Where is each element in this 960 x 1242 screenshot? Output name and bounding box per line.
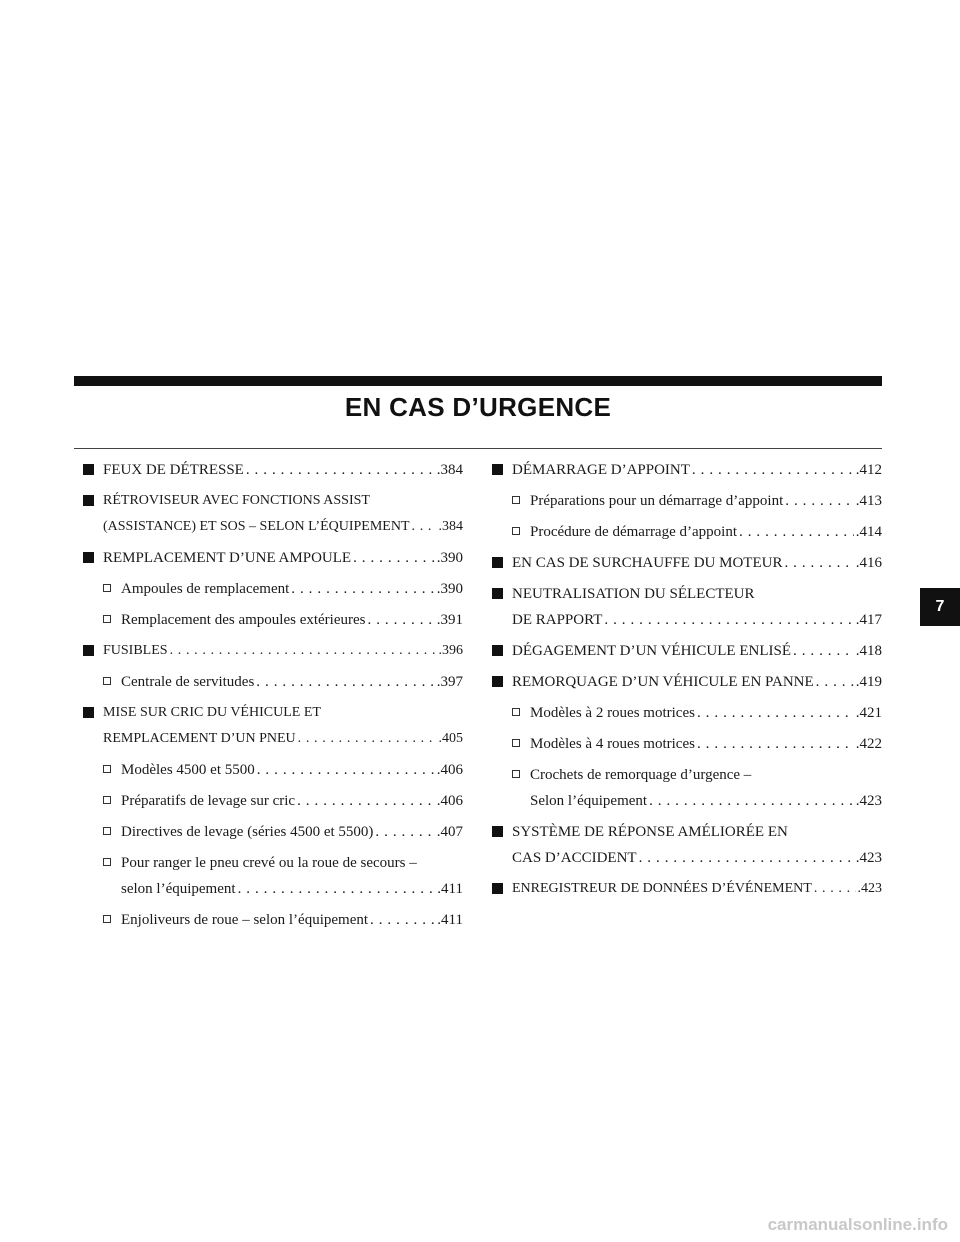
toc-section-entry[interactable] [492,638,882,664]
toc-entry-text: DE RAPPORT [512,612,603,628]
hollow-square-bullet-icon [512,739,520,747]
toc-entry-text: Remplacement des ampoules extérieures [121,612,366,628]
square-bullet-icon [83,552,94,563]
toc-entry-text: RÉTROVISEUR AVEC FONCTIONS ASSIST [103,493,370,508]
hollow-square-bullet-icon [103,584,111,592]
toc-page-number: .396 [438,643,463,658]
toc-section-entry[interactable] [492,819,882,871]
toc-entry-text: DÉMARRAGE D’APPOINT [512,462,690,478]
toc-section-entry[interactable] [83,545,463,571]
toc-entry-text: Modèles à 4 roues motrices [530,736,695,752]
dot-leader [739,519,854,545]
hollow-square-bullet-icon [103,827,111,835]
toc-page-number: .412 [855,462,882,478]
toc-section-entry[interactable] [492,550,882,576]
dot-leader [291,576,434,602]
toc-right-column [492,457,882,907]
hollow-square-bullet-icon [512,770,520,778]
toc-entry-text: FUSIBLES [103,643,168,658]
toc-page-number: .406 [436,793,463,809]
dot-leader [256,669,434,695]
toc-page-number: .417 [855,612,882,628]
toc-page-number: .391 [436,612,463,628]
toc-subsection-entry[interactable] [83,607,463,633]
toc-page-number: .413 [855,493,882,509]
toc-page-number: .422 [855,736,882,752]
dot-leader [257,757,435,783]
toc-entry-text: Préparatifs de levage sur cric [121,793,296,809]
hollow-square-bullet-icon [512,496,520,504]
toc-page-number: .423 [855,850,882,866]
toc-page-number: .407 [436,824,463,840]
dot-leader [814,876,856,902]
toc-entry-text: EN CAS DE SURCHAUFFE DU MOTEUR [512,555,783,571]
toc-page-number: .406 [436,762,463,778]
toc-section-entry[interactable] [83,488,463,540]
square-bullet-icon [492,588,503,599]
toc-entry-text: Modèles 4500 et 5500 [121,762,255,778]
square-bullet-icon [492,645,503,656]
dot-leader [697,700,854,726]
toc-entry-text: Selon l’équipement [530,793,648,809]
square-bullet-icon [492,464,503,475]
toc-page-number: .421 [855,705,882,721]
toc-subsection-entry[interactable] [83,819,463,845]
dot-leader [697,731,854,757]
dot-leader [816,669,854,695]
toc-entry-text: Procédure de démarrage d’appoint [530,524,737,540]
toc-subsection-entry[interactable] [492,488,882,514]
toc-entry-text: Pour ranger le pneu crevé ou la roue de secours – [121,855,417,871]
toc-subsection-entry[interactable] [492,519,882,545]
toc-entry-text: MISE SUR CRIC DU VÉHICULE ET [103,705,321,720]
dot-leader [785,488,854,514]
dot-leader [692,457,854,483]
toc-entry-text: (ASSISTANCE) ET SOS – SELON L’ÉQUIPEMENT [103,519,410,534]
toc-entry-text: CAS D’ACCIDENT [512,850,637,866]
toc-entry-text: Enjoliveurs de roue – selon l’équipement [121,912,369,928]
toc-entry-text: Crochets de remorquage d’urgence – [530,767,752,783]
dot-leader [368,607,435,633]
hollow-square-bullet-icon [103,677,111,685]
hollow-square-bullet-icon [103,915,111,923]
toc-page-number: .411 [437,912,463,928]
dot-leader [649,788,854,814]
toc-subsection-entry[interactable] [83,576,463,602]
toc-entry-text: DÉGAGEMENT D’UN VÉHICULE ENLISÉ [512,643,791,659]
toc-section-entry[interactable] [492,876,882,902]
toc-page-number: .411 [437,881,463,897]
dot-leader [170,638,437,664]
toc-entry-text: Directives de levage (séries 4500 et 5500) [121,824,374,840]
toc-page-number: .390 [436,550,463,566]
chapter-top-rule [74,376,882,386]
square-bullet-icon [83,464,94,475]
toc-subsection-entry[interactable] [492,762,882,814]
dot-leader [604,607,853,633]
dot-leader [375,819,434,845]
toc-entry-text: SYSTÈME DE RÉPONSE AMÉLIORÉE EN [512,824,788,840]
toc-section-entry[interactable] [83,457,463,483]
dot-leader [246,457,435,483]
toc-subsection-entry[interactable] [83,757,463,783]
toc-page-number: .397 [436,674,463,690]
toc-subsection-entry[interactable] [83,669,463,695]
toc-entry-text: Ampoules de remplacement [121,581,290,597]
toc-page-number: .423 [857,881,882,896]
watermark: carmanualsonline.info [767,1215,948,1234]
chapter-divider [74,448,882,449]
dot-leader [412,514,437,540]
square-bullet-icon [83,707,94,718]
toc-subsection-entry[interactable] [492,700,882,726]
toc-entry-text: ENREGISTREUR DE DONNÉES D’ÉVÉNEMENT [512,881,812,896]
toc-section-entry[interactable] [492,457,882,483]
dot-leader [297,788,435,814]
toc-page-number: .390 [436,581,463,597]
square-bullet-icon [492,826,503,837]
chapter-tab[interactable]: 7 [920,588,960,626]
toc-entry-text: Modèles à 2 roues motrices [530,705,695,721]
toc-page-number: .423 [855,793,882,809]
dot-leader [353,545,435,571]
hollow-square-bullet-icon [103,765,111,773]
toc-entry-text: Préparations pour un démarrage d’appoint [530,493,784,509]
dot-leader [793,638,854,664]
chapter-title: EN CAS D’URGENCE [344,392,612,422]
toc-entry-text: REMORQUAGE D’UN VÉHICULE EN PANNE [512,674,814,690]
toc-section-entry[interactable] [492,581,882,633]
toc-entry-text: Centrale de servitudes [121,674,255,690]
toc-page-number: .384 [436,462,463,478]
toc-subsection-entry[interactable] [83,788,463,814]
dot-leader [370,907,435,933]
toc-left-column [83,457,463,938]
toc-entry-text: FEUX DE DÉTRESSE [103,462,244,478]
toc-subsection-entry[interactable] [492,731,882,757]
toc-entry-text: selon l’équipement [121,881,236,897]
hollow-square-bullet-icon [512,708,520,716]
toc-subsection-entry[interactable] [83,850,463,902]
hollow-square-bullet-icon [103,615,111,623]
toc-section-entry[interactable] [83,700,463,752]
dot-leader [298,726,437,752]
square-bullet-icon [83,645,94,656]
toc-entry-text: REMPLACEMENT D’UNE AMPOULE [103,550,352,566]
toc-page-number: .416 [855,555,882,571]
hollow-square-bullet-icon [103,796,111,804]
hollow-square-bullet-icon [512,527,520,535]
toc-page-number: .414 [855,524,882,540]
toc-page-number: .418 [855,643,882,659]
toc-subsection-entry[interactable] [83,907,463,933]
toc-page-number: .419 [855,674,882,690]
toc-entry-text: REMPLACEMENT D’UN PNEU [103,731,296,746]
dot-leader [784,550,853,576]
toc-section-entry[interactable] [492,669,882,695]
dot-leader [238,876,436,902]
square-bullet-icon [83,495,94,506]
square-bullet-icon [492,883,503,894]
toc-entry-text: NEUTRALISATION DU SÉLECTEUR [512,586,755,602]
dot-leader [639,845,854,871]
toc-page-number: .405 [438,731,463,746]
toc-section-entry[interactable] [83,638,463,664]
square-bullet-icon [492,557,503,568]
toc-page-number: .384 [438,519,463,534]
square-bullet-icon [492,676,503,687]
hollow-square-bullet-icon [103,858,111,866]
